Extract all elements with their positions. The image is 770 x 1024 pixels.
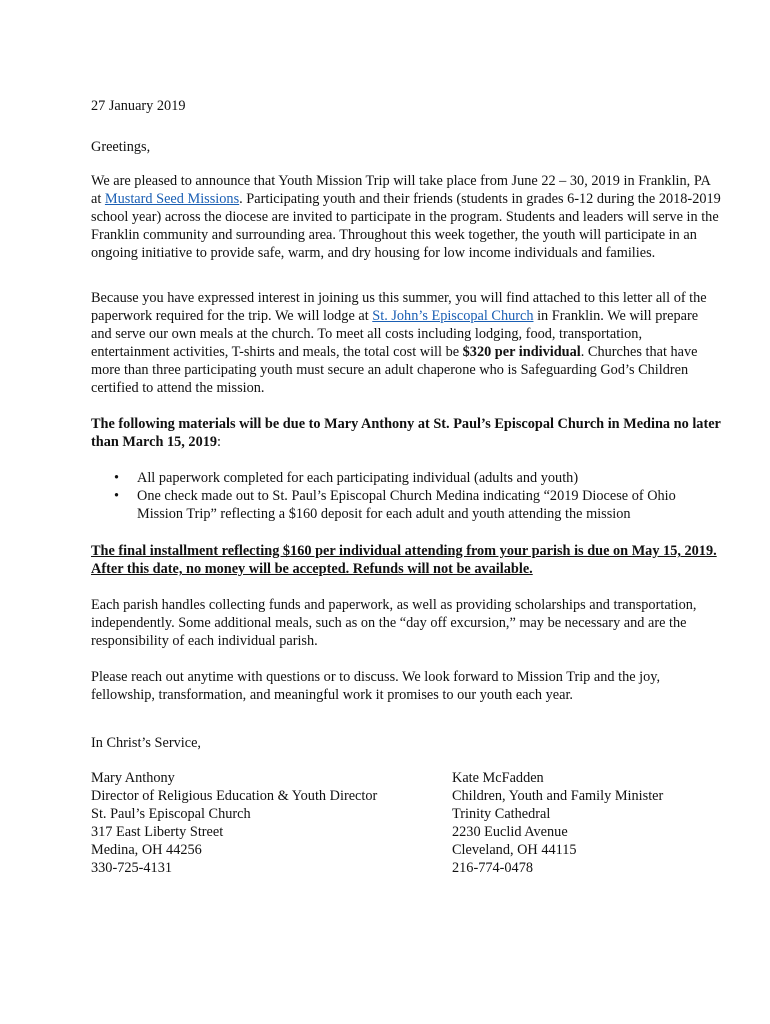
signatory-title: Children, Youth and Family Minister	[452, 788, 664, 804]
letter-date: 27 January 2019	[91, 98, 186, 114]
list-item	[91, 469, 721, 487]
final-installment-notice: The final installment reflecting $160 per individual attending from your parish is due on May 15, 2019. After this date, no money will be accepted. Refunds will not be available.	[91, 543, 717, 577]
mustard-seed-missions-link[interactable]: Mustard Seed Missions	[104, 191, 240, 207]
signatory-city: Medina, OH 44256	[91, 842, 202, 858]
bullet-icon: •	[114, 488, 120, 504]
list-item-text: One check made out to St. Paul’s Episcopal Church Medina indicating “2019 Diocese of Ohio Mission Trip” reflecting a $160 deposit for each adult and youth attending the mission	[137, 488, 676, 522]
materials-list	[91, 469, 721, 523]
paragraph-announcement	[91, 172, 721, 262]
bullet-icon: •	[114, 470, 120, 486]
signatory-name: Kate McFadden	[452, 770, 544, 786]
signature-block-mary-anthony	[91, 769, 431, 877]
list-item-text: All paperwork completed for each participating individual (adults and youth)	[137, 470, 579, 486]
materials-heading-text: The following materials will be due to Mary Anthony at St. Paul’s Episcopal Church in Medina no later than March 15, 2019	[91, 416, 721, 450]
st-johns-church-link[interactable]: St. John’s Episcopal Church	[372, 308, 534, 324]
materials-heading-colon: :	[217, 434, 222, 450]
paperwork-text-middle: in Franklin. We will prepare and serve our own meals at the church. To meet all costs including lodging, food, transportation, entertainment activities, T-shirts and meals, the total cost will be	[91, 308, 699, 360]
paragraph-contact: Please reach out anytime with questions or to discuss. We look forward to Mission Trip and the joy, fellowship, transformation, and meaningful work it promises to our youth each year.	[91, 669, 661, 703]
signatory-street: 2230 Euclid Avenue	[452, 824, 568, 840]
signatory-phone: 330-725-4131	[91, 860, 173, 876]
paperwork-text-end: . Churches that have more than three participating youth must secure an adult chaperone who is Safeguarding God’s Children certified to attend the mission.	[91, 344, 698, 396]
paragraph-paperwork	[91, 289, 721, 397]
signatory-city: Cleveland, OH 44115	[452, 842, 577, 858]
signatory-name: Mary Anthony	[91, 770, 175, 786]
paperwork-text-start: Because you have expressed interest in joining us this summer, you will find attached to this letter all of the paperwork required for the trip. We will lodge at	[91, 290, 707, 324]
letter-greeting: Greetings,	[91, 139, 151, 155]
announcement-text-end: . Participating youth and their friends (students in grades 6-12 during the 2018-2019 school year) across the diocese are invited to participate in the program. Students and leaders will serve in the Franklin community and surrounding area. Throughout this week together, the youth will participate in an ongoing initiative to provide safe, warm, and dry housing for low income individuals and families.	[91, 191, 721, 261]
signature-block-kate-mcfadden	[452, 769, 752, 877]
signatory-phone: 216-774-0478	[452, 860, 534, 876]
total-cost: $320 per individual	[462, 344, 581, 360]
signatory-title: Director of Religious Education & Youth Director	[91, 788, 378, 804]
materials-heading	[91, 415, 721, 451]
signatory-organization: St. Paul’s Episcopal Church	[91, 806, 251, 822]
list-item	[91, 487, 721, 523]
letter-closing: In Christ’s Service,	[91, 735, 201, 751]
announcement-text-start: We are pleased to announce that Youth Mission Trip will take place from June 22 – 30, 2019 in Franklin, PA at	[91, 173, 710, 207]
signatory-street: 317 East Liberty Street	[91, 824, 224, 840]
paragraph-parish-responsibility: Each parish handles collecting funds and paperwork, as well as providing scholarships and transportation, independently. Some additional meals, such as on the “day off excursion,” may be necessary and are the responsibility of each individual parish.	[91, 597, 697, 649]
signatory-organization: Trinity Cathedral	[452, 806, 551, 822]
